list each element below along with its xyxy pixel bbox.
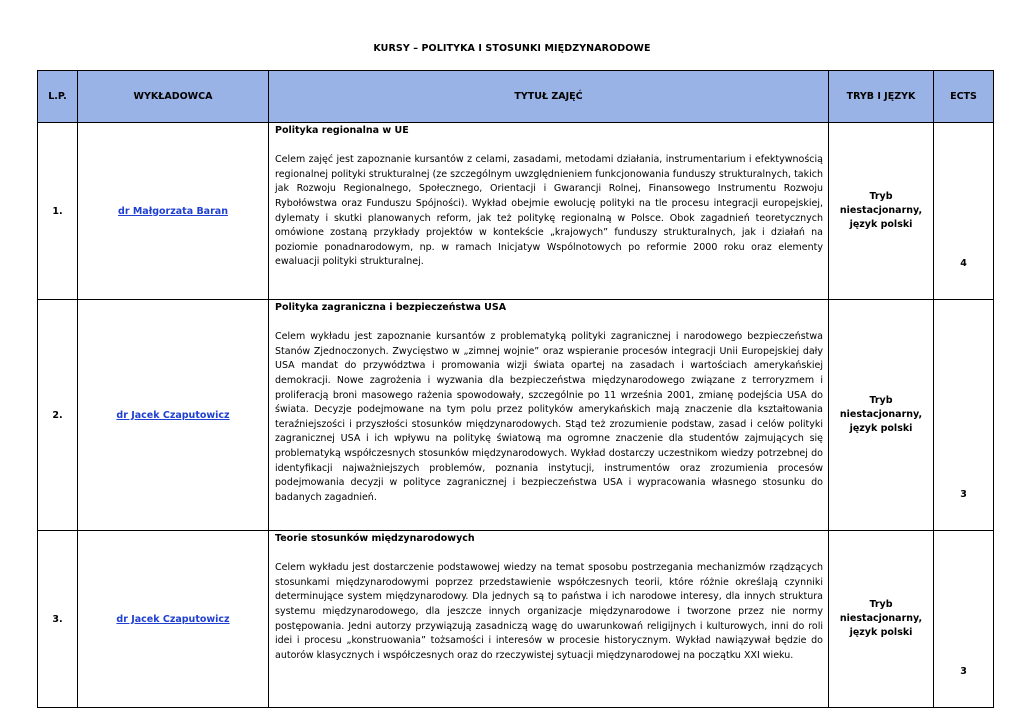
course-cell xyxy=(269,123,829,300)
mode-label: Tryb xyxy=(869,599,893,610)
course-name: Teorie stosunków międzynarodowych xyxy=(275,533,475,544)
course-description: Celem zajęć jest zapoznanie kursantów z celami, zasadami, metodami działania, instrumentarium i efektywnością regionalnej polityki strukturalnej (ze szczególnym uwzględnieniem funkcjonowania funduszy strukturalnych, takich jak Rozwoju Regionalnego, Społecznego, Orientacji i Gwarancji Rolnej, Finansowego Instrumentu Rozwoju Rybołówstwa oraz Funduszu Spójności). Wykład obejmie ewolucję polityki na tle procesu integracji europejskiej, dylematy i skutki planowanych reform, jak też politykę regionalną w Polsce. Obok zagadnień teoretycznych omówione zostaną przykłady projektów w kontekście „krajowych” funduszy strukturalnych, jak i działań na poziomie ponadnarodowym, np. w ramach Inicjatyw Wspólnotowych po reformie 2000 roku oraz elementy ewaluacji polityki strukturalnej. xyxy=(275,154,823,268)
row-number: 1. xyxy=(38,123,78,300)
header-lecturer: WYKŁADOWCA xyxy=(78,71,269,123)
course-cell xyxy=(269,531,829,708)
mode-label: Tryb xyxy=(869,395,893,406)
course-name: Polityka regionalna w UE xyxy=(275,125,409,136)
course-name: Polityka zagraniczna i bezpieczeństwa USA xyxy=(275,302,507,313)
language-value: język polski xyxy=(849,423,913,434)
mode-value: niestacjonarny, xyxy=(839,613,923,624)
mode-value: niestacjonarny, xyxy=(839,205,923,216)
language-value: język polski xyxy=(849,219,913,230)
header-course-title: TYTUŁ ZAJĘĆ xyxy=(269,71,829,123)
lecturer-cell xyxy=(78,300,269,531)
row-number: 2. xyxy=(38,300,78,531)
mode-language-cell xyxy=(829,123,934,300)
mode-language-cell xyxy=(829,300,934,531)
mode-value: niestacjonarny, xyxy=(839,409,923,420)
table-row xyxy=(38,531,994,708)
lecturer-link[interactable]: dr Małgorzata Baran xyxy=(118,205,228,217)
header-ects: ECTS xyxy=(934,71,994,123)
table-row xyxy=(38,123,994,300)
lecturer-cell xyxy=(78,531,269,708)
lecturer-link[interactable]: dr Jacek Czaputowicz xyxy=(116,409,230,421)
header-mode-language: TRYB I JĘZYK xyxy=(829,71,934,123)
course-description: Celem wykładu jest dostarczenie podstawowej wiedzy na temat sposobu postrzegania mechanizmów rządzących stosunkami międzynarodowymi poprzez przedstawienie współczesnych teorii, które różnie określają czynniki determinujące system międzynarodowy. Dla jednych są to państwa i ich narodowe interesy, dla innych struktura systemu międzynarodowego, dla jeszcze innych organizacje międzynarodowe i tworzone przez nie normy postępowania. Jedni autorzy przywiązują zasadniczą wagę do uwarunkowań religijnych i kulturowych, inni do roli idei i procesu „konstruowania” tożsamości i interesów w procesie historycznym. Wykład nawiązywał będzie do autorów klasycznych i współczesnych oraz do rzeczywistej sytuacji międzynarodowej na początku XXI wieku. xyxy=(275,562,823,661)
header-lp: L.P. xyxy=(38,71,78,123)
ects-value: 3 xyxy=(934,300,994,531)
ects-value: 4 xyxy=(934,123,994,300)
course-description: Celem wykładu jest zapoznanie kursantów z problematyką polityki zagranicznej i narodowego bezpieczeństwa Stanów Zjednoczonych. Zwycięstwo w „zimnej wojnie” oraz wspieranie procesów integracji Unii Europejskiej dały USA mandat do przywództwa i promowania wizji świata opartej na zasadach i wartościach amerykańskiej demokracji. Nowe zagrożenia i wyzwania dla bezpieczeństwa międzynarodowego związane z terroryzmem i proliferacją broni masowego rażenia spowodowały, szczególnie po 11 września 2001, zmianę podejścia USA do świata. Decyzje podejmowane na tym polu przez polityków amerykańskich mają znaczenie dla kształtowania teraźniejszości i przyszłości stosunków międzynarodowych. Stąd też zrozumienie podstaw, zasad i celów polityki zagranicznej USA i ich wpływu na politykę światową ma ogromne znaczenie dla studentów zajmujących się problematyką współczesnych stosunków międzynarodowych. Wykład dostarczy uczestnikom wiedzy potrzebnej do identyfikacji najważniejszych problemów, poznania instytucji, instrumentów oraz zrozumienia procesów podejmowania decyzji w polityce zagranicznej i bezpieczeństwa USA i wypracowania własnego stosunku do badanych zagadnień. xyxy=(275,331,823,503)
mode-label: Tryb xyxy=(869,191,893,202)
course-cell xyxy=(269,300,829,531)
document-title: KURSY – POLITYKA I STOSUNKI MIĘDZYNARODOWE xyxy=(373,43,651,54)
language-value: język polski xyxy=(849,627,913,638)
lecturer-link[interactable]: dr Jacek Czaputowicz xyxy=(116,613,230,625)
ects-value: 3 xyxy=(934,531,994,708)
table-row xyxy=(38,300,994,531)
mode-language-cell xyxy=(829,531,934,708)
courses-table xyxy=(37,70,994,708)
table-header-row xyxy=(38,71,994,123)
row-number: 3. xyxy=(38,531,78,708)
lecturer-cell xyxy=(78,123,269,300)
